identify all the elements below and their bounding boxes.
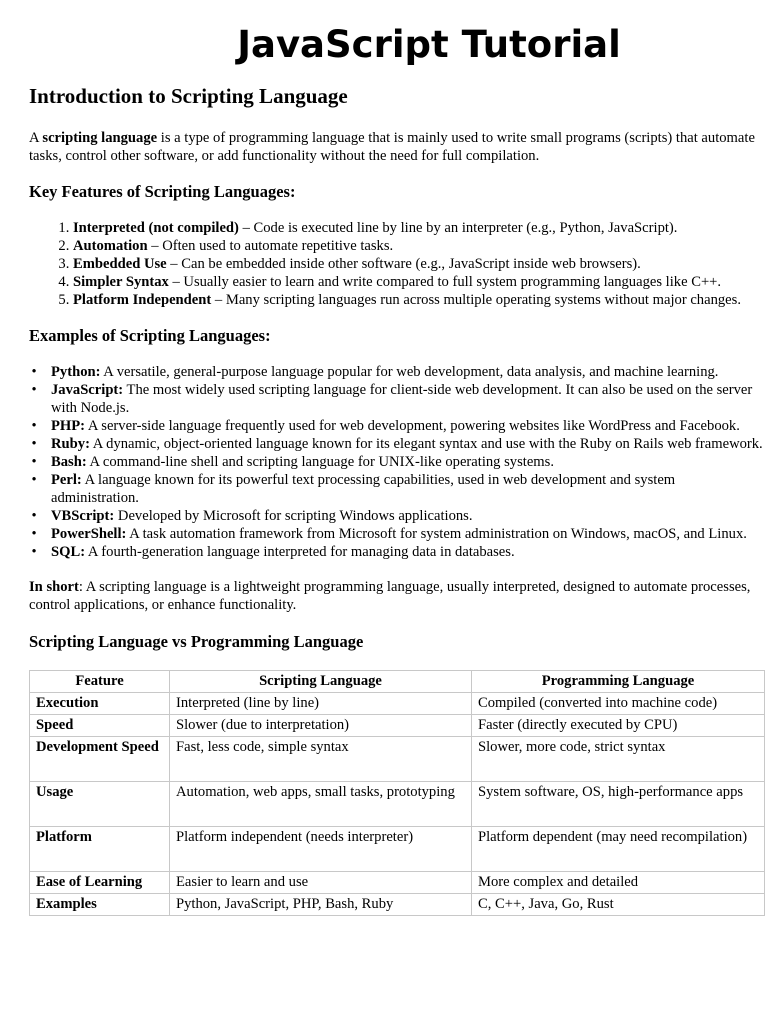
- example-term: Perl:: [51, 472, 82, 488]
- example-desc: A versatile, general-purpose language popular for web development, data analysis, and machine learning.: [100, 364, 719, 380]
- list-item: [31, 435, 764, 453]
- table-cell-programming: Slower, more code, strict syntax: [472, 737, 765, 782]
- bullet-icon: •: [31, 436, 37, 452]
- intro-heading: Introduction to Scripting Language: [29, 84, 348, 108]
- intro-term: scripting language: [42, 130, 158, 146]
- table-row: [30, 894, 765, 916]
- bullet-icon: •: [31, 526, 37, 542]
- table-row: [30, 715, 765, 737]
- table-cell-programming: More complex and detailed: [472, 872, 765, 894]
- list-item: [31, 363, 764, 381]
- table-cell-feature: Speed: [30, 715, 170, 737]
- feature-desc: – Usually easier to learn and write compared to full system programming languages like C++.: [168, 274, 722, 290]
- features-heading: Key Features of Scripting Languages:: [29, 182, 296, 201]
- column-header: Programming Language: [472, 671, 765, 693]
- bullet-icon: •: [31, 472, 37, 488]
- example-term: JavaScript:: [51, 382, 124, 398]
- example-term: SQL:: [51, 544, 86, 560]
- table-cell-programming: System software, OS, high-performance apps: [472, 782, 765, 827]
- summary-paragraph: [29, 578, 764, 614]
- table-cell-scripting: Python, JavaScript, PHP, Bash, Ruby: [170, 894, 472, 916]
- feature-desc: – Code is executed line by line by an interpreter (e.g., Python, JavaScript).: [238, 220, 678, 236]
- column-header: Feature: [30, 671, 170, 693]
- example-term: Bash:: [51, 454, 87, 470]
- feature-term: Simpler Syntax: [73, 274, 169, 290]
- bullet-icon: •: [31, 382, 37, 398]
- list-item: [31, 507, 764, 525]
- list-item: [73, 219, 764, 237]
- feature-desc: – Often used to automate repetitive tasks.: [147, 238, 394, 254]
- list-item: [31, 525, 764, 543]
- example-desc: A task automation framework from Microsoft for system administration on Windows, macOS, and Linux.: [126, 526, 747, 542]
- example-term: PowerShell:: [51, 526, 127, 542]
- example-desc: A fourth-generation language interpreted for managing data in databases.: [85, 544, 515, 560]
- features-list: [29, 219, 764, 309]
- table-cell-scripting: Automation, web apps, small tasks, prototyping: [170, 782, 472, 827]
- example-desc: A dynamic, object-oriented language known for its elegant syntax and use with the Ruby on Rails web framework.: [89, 436, 763, 452]
- example-desc: A command-line shell and scripting language for UNIX-like operating systems.: [86, 454, 554, 470]
- table-cell-feature: Execution: [30, 693, 170, 715]
- list-item: [73, 273, 764, 291]
- table-cell-programming: C, C++, Java, Go, Rust: [472, 894, 765, 916]
- summary-text: : A scripting language is a lightweight programming language, usually interpreted, designed to automate processes, control applications, or enhance functionality.: [29, 579, 751, 613]
- table-row: [30, 827, 765, 872]
- examples-heading: Examples of Scripting Languages:: [29, 326, 271, 345]
- example-term: VBScript:: [51, 508, 115, 524]
- table-cell-scripting: Interpreted (line by line): [170, 693, 472, 715]
- feature-term: Platform Independent: [73, 292, 212, 308]
- intro-paragraph: [29, 129, 764, 165]
- list-item: [31, 381, 764, 417]
- example-desc: A language known for its powerful text processing capabilities, used in web development and system administration.: [51, 472, 676, 506]
- table-cell-feature: Platform: [30, 827, 170, 872]
- feature-term: Interpreted (not compiled): [73, 220, 239, 236]
- example-desc: A server-side language frequently used for web development, powering websites like WordPress and Facebook.: [85, 418, 740, 434]
- bullet-icon: •: [31, 364, 37, 380]
- bullet-icon: •: [31, 454, 37, 470]
- list-item: [31, 543, 764, 561]
- examples-list: [29, 363, 764, 561]
- feature-desc: – Many scripting languages run across multiple operating systems without major changes.: [211, 292, 741, 308]
- list-item: [73, 255, 764, 273]
- table-cell-feature: Development Speed: [30, 737, 170, 782]
- table-cell-feature: Examples: [30, 894, 170, 916]
- example-term: Python:: [51, 364, 101, 380]
- example-desc: Developed by Microsoft for scripting Windows applications.: [114, 508, 473, 524]
- table-cell-programming: Platform dependent (may need recompilation): [472, 827, 765, 872]
- table-row: [30, 872, 765, 894]
- list-item: [31, 471, 764, 507]
- summary-term: In short: [29, 579, 79, 595]
- table-cell-programming: Compiled (converted into machine code): [472, 693, 765, 715]
- comparison-table: [29, 670, 765, 916]
- page-title: JavaScript Tutorial: [237, 23, 621, 66]
- table-header-row: [30, 671, 765, 693]
- table-row: [30, 737, 765, 782]
- column-header: Scripting Language: [170, 671, 472, 693]
- table-row: [30, 782, 765, 827]
- document-page: [29, 0, 764, 916]
- list-item: [31, 417, 764, 435]
- example-term: PHP:: [51, 418, 86, 434]
- table-cell-scripting: Platform independent (needs interpreter): [170, 827, 472, 872]
- table-cell-feature: Ease of Learning: [30, 872, 170, 894]
- feature-desc: – Can be embedded inside other software (e.g., JavaScript inside web browsers).: [166, 256, 641, 272]
- example-desc: The most widely used scripting language for client-side web development. It can also be used on the server with Node.js.: [51, 382, 753, 416]
- table-cell-feature: Usage: [30, 782, 170, 827]
- table-cell-scripting: Fast, less code, simple syntax: [170, 737, 472, 782]
- intro-text: is a type of programming language that is mainly used to write small programs (scripts) that automate tasks, control other software, or add functionality without the need for full compilation.: [29, 130, 755, 164]
- table-cell-programming: Faster (directly executed by CPU): [472, 715, 765, 737]
- example-term: Ruby:: [51, 436, 90, 452]
- list-item: [31, 453, 764, 471]
- feature-term: Automation: [73, 238, 148, 254]
- table-row: [30, 693, 765, 715]
- comparison-heading: Scripting Language vs Programming Language: [29, 632, 364, 651]
- bullet-icon: •: [31, 508, 37, 524]
- intro-prefix: A: [29, 130, 43, 146]
- list-item: [73, 237, 764, 255]
- bullet-icon: •: [31, 544, 37, 560]
- table-cell-scripting: Easier to learn and use: [170, 872, 472, 894]
- feature-term: Embedded Use: [73, 256, 167, 272]
- list-item: [73, 291, 764, 309]
- table-cell-scripting: Slower (due to interpretation): [170, 715, 472, 737]
- bullet-icon: •: [31, 418, 37, 434]
